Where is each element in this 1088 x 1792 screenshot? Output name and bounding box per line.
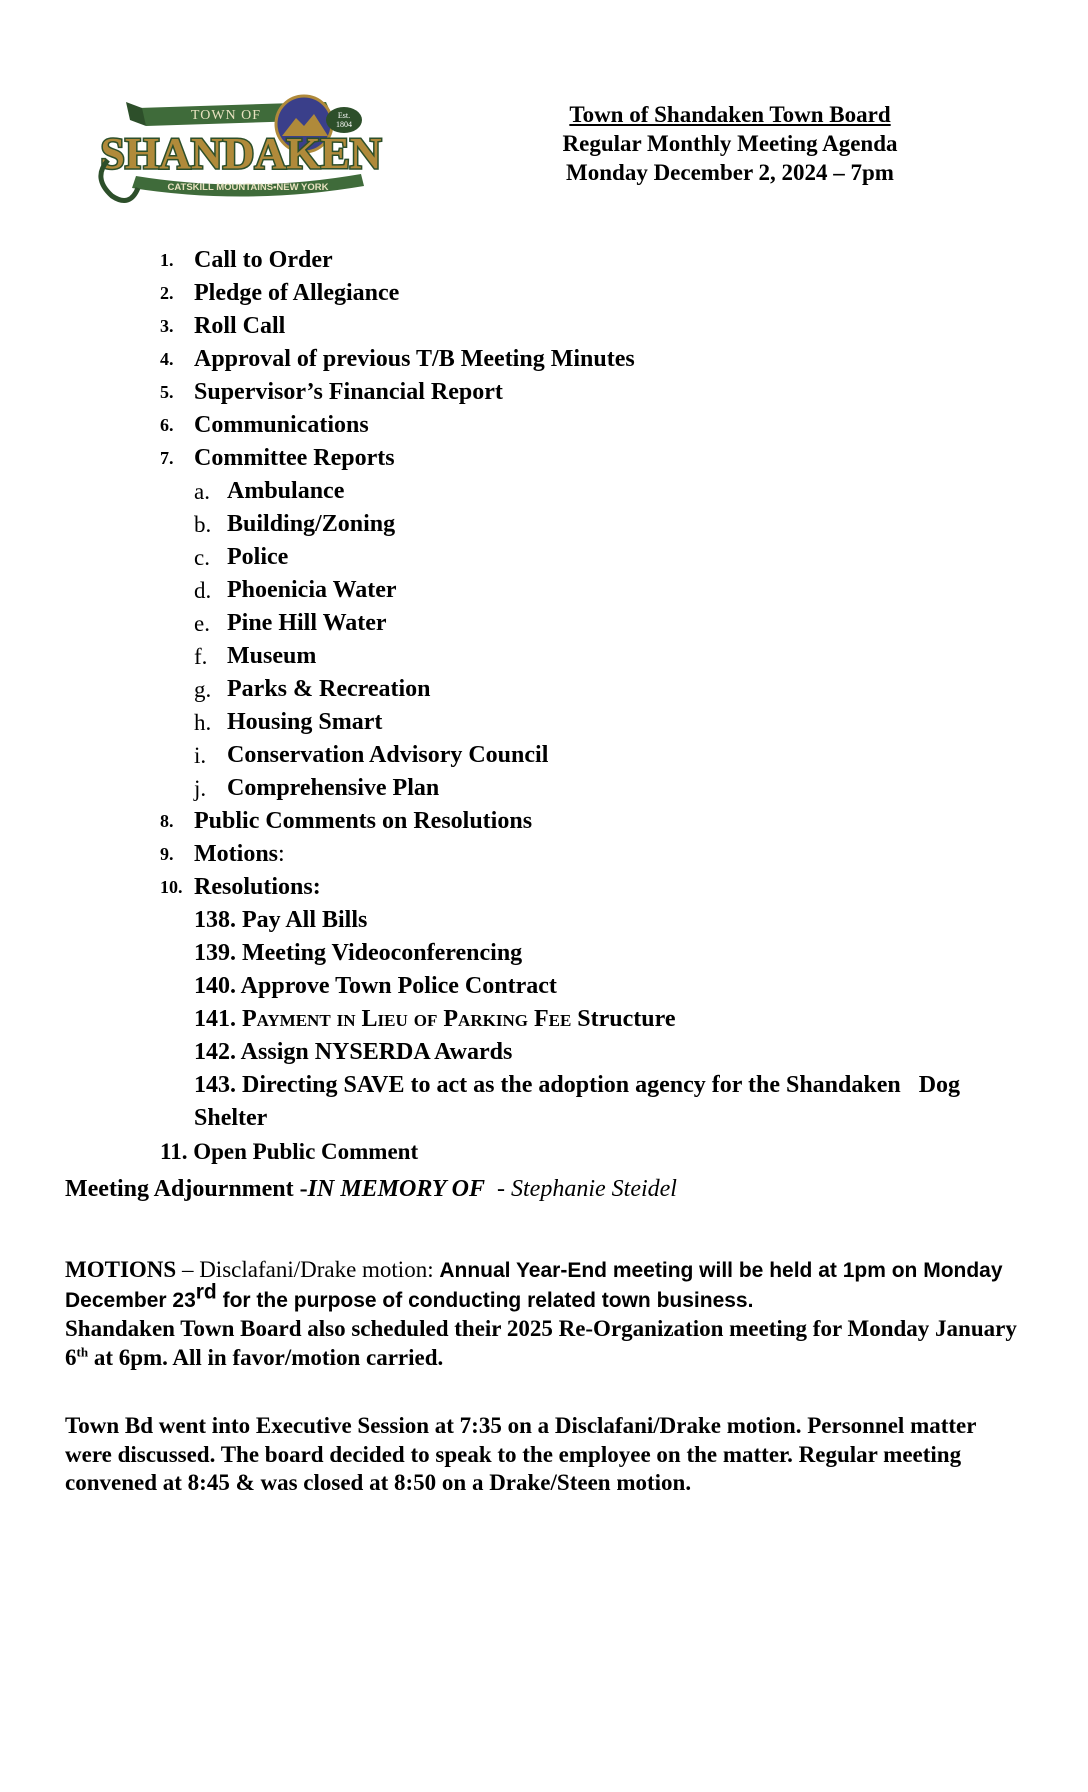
resolution-text: 143. Directing SAVE to act as the adoption agency for the Shandaken Dog [194, 1072, 961, 1098]
agenda-text: Call to Order [194, 247, 333, 273]
logo-est: Est. [337, 111, 351, 120]
agenda-number: 7. [160, 448, 174, 468]
agenda-text [194, 838, 285, 871]
committee-text: Conservation Advisory Council [227, 742, 549, 768]
logo-est-year: 1804 [336, 120, 352, 129]
committee-letter: h. [194, 710, 212, 735]
agenda-text-main: Motions [194, 841, 278, 867]
agenda-text: Approval of previous T/B Meeting Minutes [194, 346, 635, 372]
agenda-text: Resolutions: [194, 874, 321, 900]
committee-letter: g. [194, 677, 212, 702]
agenda-number: 5. [160, 382, 174, 402]
resolution-text: 139. Meeting Videoconferencing [194, 940, 523, 966]
resolution-text: 138. Pay All Bills [194, 907, 368, 933]
committee-text: Police [227, 544, 289, 570]
committee-letter: d. [194, 578, 212, 603]
adjournment-label: Meeting Adjournment - [65, 1176, 308, 1202]
committee-text: Ambulance [227, 478, 345, 504]
agenda-number: 3. [160, 316, 174, 336]
committee-letter: b. [194, 512, 212, 537]
adjournment-name: - Stephanie Steidel [485, 1176, 677, 1202]
motions-label: MOTIONS [65, 1257, 177, 1282]
logo-wordmark: SHANDAKEN [100, 129, 382, 178]
agenda-number: 8. [160, 811, 174, 831]
agenda-text: Public Comments on Resolutions [194, 808, 533, 834]
header-date: Monday December 2, 2024 – 7pm [566, 160, 894, 185]
motions-reorg: Shandaken Town Board also scheduled their 2025 Re-Organization meeting for Monday January 6 [65, 1316, 1017, 1370]
agenda-number: 4. [160, 349, 174, 369]
agenda-text: Roll Call [194, 313, 286, 339]
resolution-smallcaps: Payment in Lieu of Parking Fee [242, 1006, 572, 1032]
logo-town-of: TOWN OF [190, 108, 262, 123]
committee-letter: e. [194, 611, 210, 636]
committee-letter: a. [194, 479, 210, 504]
motions-paragraph [65, 1256, 1025, 1372]
committee-text: Comprehensive Plan [227, 775, 440, 801]
motions-reorg-sup: th [76, 1343, 89, 1359]
header-subtitle: Regular Monthly Meeting Agenda [562, 131, 898, 156]
agenda-text: Supervisor’s Financial Report [194, 379, 503, 405]
agenda-number: 2. [160, 283, 174, 303]
committee-text: Phoenicia Water [227, 577, 397, 603]
adjournment-memory: IN MEMORY OF [307, 1176, 486, 1202]
resolution-text [194, 1003, 676, 1036]
executive-session-paragraph: Town Bd went into Executive Session at 7:35 on a Disclafani/Drake motion. Personnel matter were discussed. The board decided to speak to the employee on the matter. Regular meeting convened at 8:45 & was closed at 8:50 on a Drake/Steen motion. [65, 1413, 977, 1495]
motions-reorg-tail: at 6pm. All in favor/motion carried. [88, 1344, 444, 1370]
motions-announcement-tail: for the purpose of conducting related town business. [216, 1288, 754, 1312]
header-title: Town of Shandaken Town Board [569, 102, 891, 127]
logo-tagline: CATSKILL MOUNTAINS•NEW YORK [167, 182, 329, 193]
resolution-text: 140. Approve Town Police Contract [194, 973, 557, 999]
committee-letter: c. [194, 545, 210, 570]
committee-text: Pine Hill Water [227, 610, 387, 636]
shandaken-logo [86, 90, 416, 215]
resolution-text: Shelter [194, 1105, 268, 1131]
committee-letter: f. [194, 644, 208, 669]
committee-text: Museum [227, 643, 317, 669]
motions-announcement-sup: rd [195, 1279, 217, 1303]
agenda-text-suffix: : [278, 841, 285, 867]
resolution-tail: Structure [571, 1006, 676, 1032]
committee-letter: i. [194, 743, 207, 768]
committee-text: Housing Smart [227, 709, 383, 735]
committee-text: Parks & Recreation [227, 676, 431, 702]
agenda-text: Communications [194, 412, 369, 438]
adjournment-line [65, 1173, 677, 1206]
agenda-number: 1. [160, 250, 174, 270]
committee-text: Building/Zoning [227, 511, 396, 537]
agenda-number: 6. [160, 415, 174, 435]
agenda-number: 10. [160, 877, 183, 897]
agenda-text: 11. Open Public Comment [160, 1139, 419, 1164]
agenda-text: Pledge of Allegiance [194, 280, 400, 306]
committee-letter: j. [194, 776, 207, 801]
resolution-number: 141. [194, 1006, 242, 1032]
meeting-header [520, 100, 940, 187]
agenda-number: 9. [160, 844, 174, 864]
resolution-text: 142. Assign NYSERDA Awards [194, 1039, 513, 1065]
agenda-text: Committee Reports [194, 445, 395, 471]
motions-intro: – Disclafani/Drake motion: [176, 1257, 440, 1282]
motions-announcement: Annual Year-End meeting will be held at 1pm on Monday December 23 [65, 1259, 1003, 1312]
